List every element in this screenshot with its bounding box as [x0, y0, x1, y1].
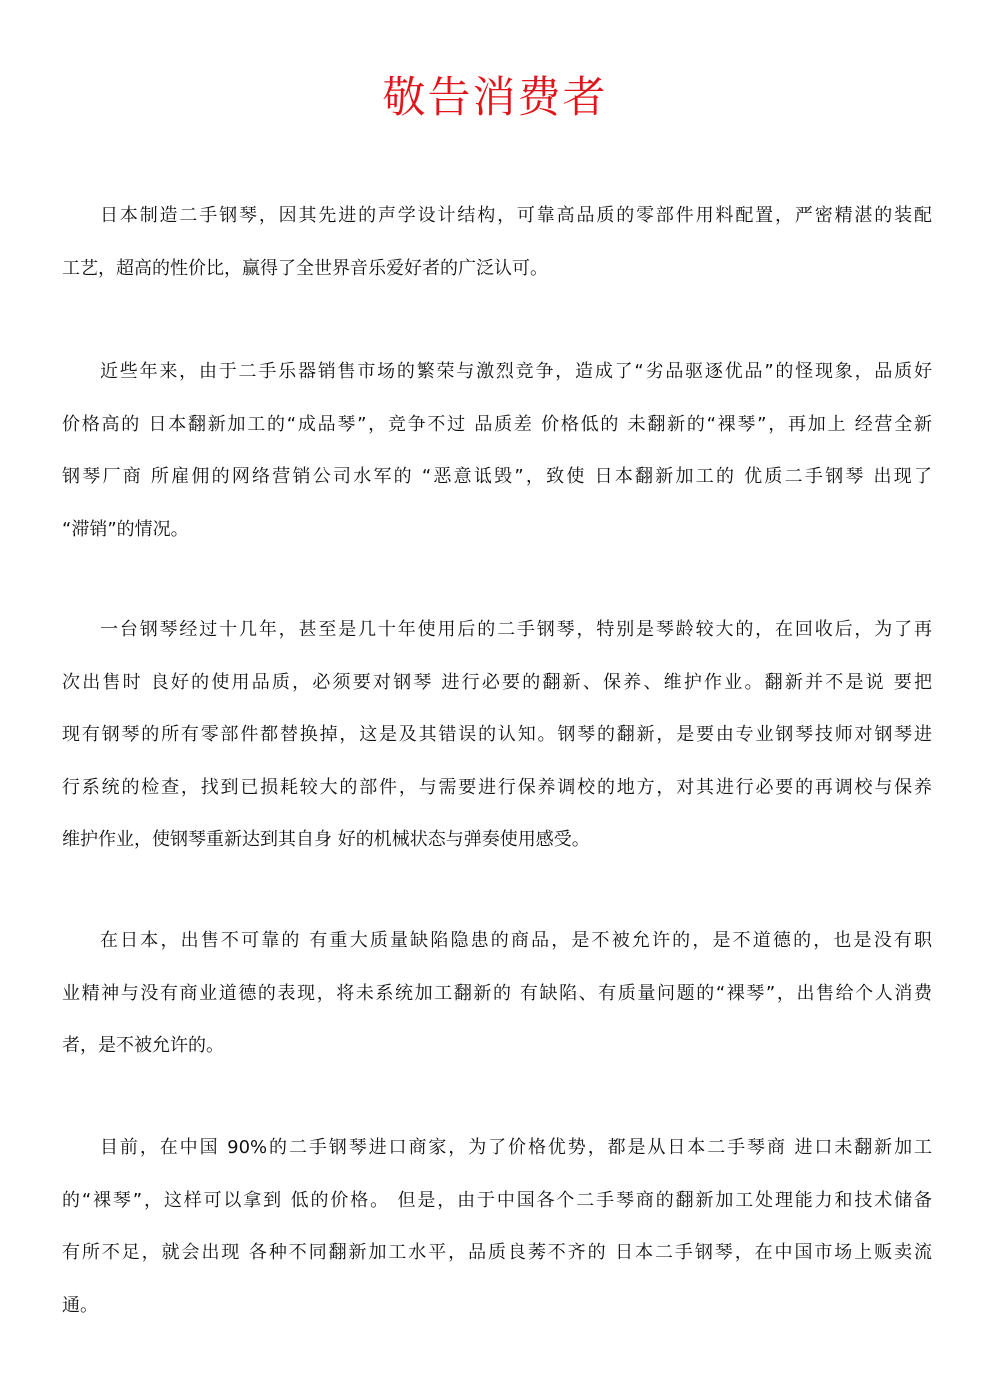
paragraph-1: [62, 190, 932, 295]
paragraph-line: 的“裸琴”，这样可以拿到 低的价格。 但是，由于中国各个二手琴商的翻新加工处理能力和技术储备: [62, 1189, 932, 1211]
paragraph-3: [62, 604, 932, 867]
paragraph-line: 次出售时 良好的使用品质，必须要对钢琴 进行必要的翻新、保养、维护作业。翻新并不是说 要把: [62, 671, 932, 693]
document-title: 敬告消费者: [382, 73, 608, 123]
paragraph-line: “滞销”的情况。: [62, 518, 189, 540]
paragraph-line: 价格高的 日本翻新加工的“成品琴”，竞争不过 品质差 价格低的 未翻新的“裸琴”，再加上 经营全新: [62, 413, 932, 435]
paragraph-line: 工艺，超高的性价比，赢得了全世界音乐爱好者的广泛认可。: [62, 257, 548, 279]
paragraph-line: 通。: [62, 1294, 98, 1316]
paragraph-line: 目前，在中国 90%的二手钢琴进口商家，为了价格优势，都是从日本二手琴商 进口未翻新加工: [100, 1137, 932, 1158]
paragraph-line: 近些年来，由于二手乐器销售市场的繁荣与激烈竞争，造成了“劣品驱逐优品”的怪现象，品质好: [100, 361, 932, 382]
paragraph-4: [62, 915, 932, 1073]
paragraph-5: [62, 1122, 932, 1332]
paragraph-line: 现有钢琴的所有零部件都替换掉，这是及其错误的认知。钢琴的翻新，是要由专业钢琴技师对钢琴进: [62, 724, 932, 745]
paragraph-line: 维护作业，使钢琴重新达到其自身 好的机械状态与弹奏使用感受。: [62, 829, 590, 850]
paragraph-line: 者，是不被允许的。: [62, 1035, 224, 1056]
paragraph-2: [62, 346, 932, 556]
paragraph-line: 行系统的检查，找到已损耗较大的部件，与需要进行保养调校的地方，对其进行必要的再调校与保养: [62, 776, 932, 798]
paragraph-line: 一台钢琴经过十几年，甚至是几十年使用后的二手钢琴，特别是琴龄较大的，在回收后，为了再: [100, 619, 932, 640]
paragraph-line: 在日本，出售不可靠的 有重大质量缺陷隐患的商品，是不被允许的，是不道德的，也是没有职: [100, 930, 932, 951]
paragraph-line: 日本制造二手钢琴，因其先进的声学设计结构，可靠高品质的零部件用料配置，严密精湛的装配: [100, 205, 932, 226]
paragraph-line: 业精神与没有商业道德的表现，将未系统加工翻新的 有缺陷、有质量问题的“裸琴”，出售给个人消费: [62, 982, 932, 1004]
paragraph-line: 钢琴厂商 所雇佣的网络营销公司水军的 “恶意诋毁”，致使 日本翻新加工的 优质二手钢琴 出现了: [62, 466, 932, 487]
paragraph-line: 有所不足，就会出现 各种不同翻新加工水平，品质良莠不齐的 日本二手钢琴，在中国市场上贩卖流: [62, 1242, 932, 1263]
